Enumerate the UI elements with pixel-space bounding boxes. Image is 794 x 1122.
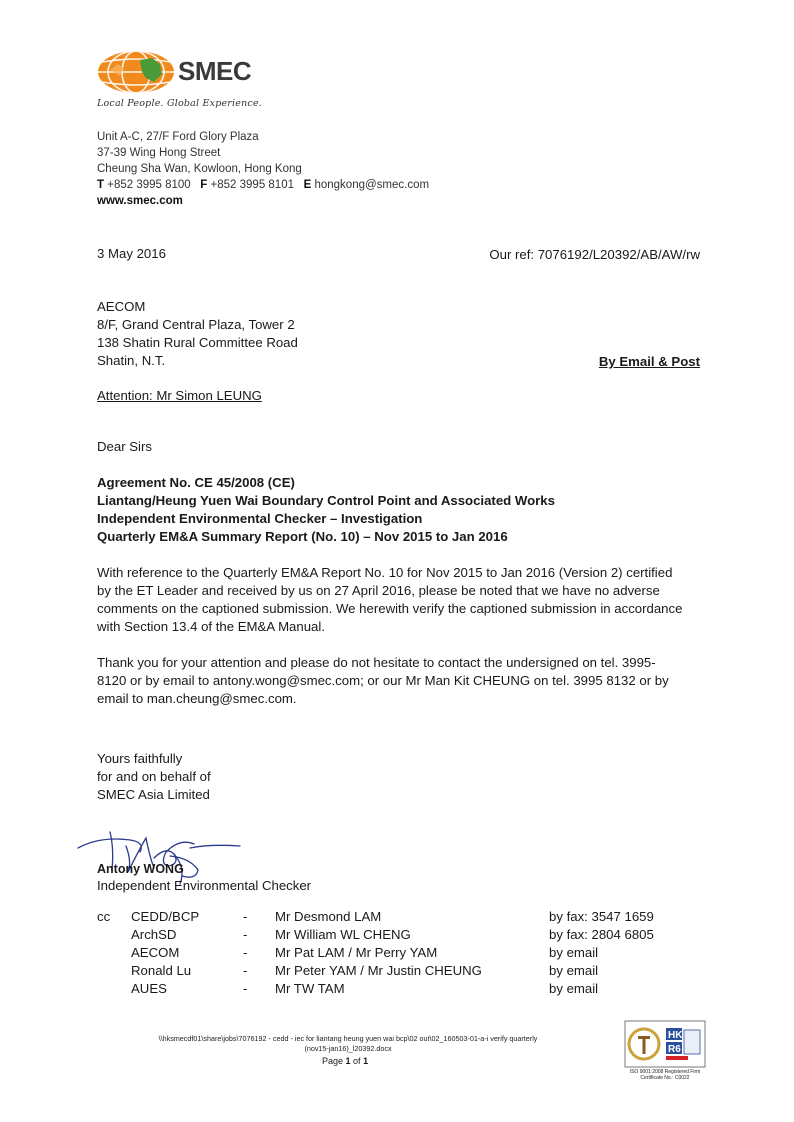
phone-label: T (97, 179, 105, 191)
subject-block (97, 474, 555, 546)
cc-delivery: by fax: 3547 1659 (549, 909, 654, 924)
certification-mark (624, 1020, 706, 1080)
email-label: E (303, 179, 312, 191)
recipient-line: Shatin, N.T. (97, 353, 166, 368)
cc-delivery: by email (549, 945, 599, 960)
page-prefix: Page (322, 1056, 346, 1066)
company-name: SMEC (178, 56, 252, 86)
address-line: Cheung Sha Wan, Kowloon, Hong Kong (97, 163, 302, 175)
page-current: 1 (345, 1056, 351, 1066)
phone-value: +852 3995 8100 (107, 179, 191, 191)
company-logo (96, 48, 266, 98)
cc-person: Mr Peter YAM / Mr Justin CHEUNG (275, 963, 482, 978)
page-total: 1 (363, 1056, 369, 1066)
cc-organization: Ronald Lu (131, 963, 192, 978)
page-number (322, 1056, 368, 1066)
body-paragraph-2 (97, 654, 669, 708)
recipient-line: 138 Shatin Rural Committee Road (97, 335, 298, 350)
paragraph-line: by the ET Leader and received by us on 27 April 2016, please be noted that we have no adverse (97, 583, 660, 598)
closing-block (97, 750, 211, 804)
page-of: of (350, 1056, 364, 1066)
cc-organization: ArchSD (131, 927, 177, 942)
fax-label: F (200, 179, 208, 191)
recipient-address (97, 298, 298, 370)
cc-delivery: by email (549, 963, 599, 978)
certification-caption (624, 1069, 706, 1081)
cc-person: Mr William WL CHENG (275, 927, 411, 942)
subject-line: Agreement No. CE 45/2008 (CE) (97, 475, 295, 490)
svg-text:R6: R6 (668, 1044, 681, 1055)
cc-separator: - (243, 927, 248, 942)
globe-icon (96, 48, 178, 96)
cc-delivery: by email (549, 981, 599, 996)
website-link[interactable]: www.smec.com (97, 195, 183, 207)
signer-title: Independent Environmental Checker (97, 878, 312, 893)
paragraph-line: 8120 or by email to antony.wong@smec.com; or our Mr Man Kit CHEUNG on tel. 3995 8132 or by (97, 673, 669, 688)
hkqaa-certification-icon (624, 1020, 706, 1068)
body-paragraph-1 (97, 564, 682, 636)
cc-person: Mr TW TAM (275, 981, 345, 996)
cc-person: Mr Desmond LAM (275, 909, 382, 924)
cc-list (0, 908, 794, 1000)
cc-organization: CEDD/BCP (131, 909, 200, 924)
cc-organization: AECOM (131, 945, 180, 960)
subject-line: Quarterly EM&A Summary Report (No. 10) – Nov 2015 to Jan 2016 (97, 529, 508, 544)
file-path-line: (nov15-jan16)_l20392.docx (304, 1044, 392, 1053)
email-value[interactable]: hongkong@smec.com (314, 179, 430, 191)
recipient-line: 8/F, Grand Central Plaza, Tower 2 (97, 317, 295, 332)
cc-person: Mr Pat LAM / Mr Perry YAM (275, 945, 438, 960)
closing-line: SMEC Asia Limited (97, 787, 210, 802)
cc-separator: - (243, 909, 248, 924)
paragraph-line: email to man.cheung@smec.com. (97, 691, 297, 706)
company-tagline: Local People. Global Experience. (97, 98, 262, 109)
cc-separator: - (243, 945, 248, 960)
cc-delivery: by fax: 2804 6805 (549, 927, 654, 942)
signer-name: Antony WONG (97, 862, 184, 876)
paragraph-line: Thank you for your attention and please do not hesitate to contact the undersigned on tel. 3995- (97, 655, 656, 670)
closing-line: Yours faithfully (97, 751, 183, 766)
contact-line (97, 177, 429, 193)
paragraph-line: with Section 13.4 of the EM&A Manual. (97, 619, 325, 634)
cc-organization: AUES (131, 981, 167, 996)
file-path (128, 1034, 568, 1054)
certification-caption-line: ISO 9001:2008 Registered Firm (629, 1069, 701, 1075)
closing-line: for and on behalf of (97, 769, 211, 784)
paragraph-line: With reference to the Quarterly EM&A Report No. 10 for Nov 2015 to Jan 2016 (Version 2) certified (97, 565, 673, 580)
paragraph-line: comments on the captioned submission. We herewith verify the captioned submission in accordance (97, 601, 683, 616)
address-line: Unit A-C, 27/F Ford Glory Plaza (97, 131, 259, 143)
company-address (97, 129, 429, 209)
address-line: 37-39 Wing Hong Street (97, 147, 221, 159)
letter-date: 3 May 2016 (97, 246, 166, 261)
salutation: Dear Sirs (97, 439, 152, 454)
svg-text:HK: HK (668, 1030, 683, 1041)
delivery-method: By Email & Post (598, 354, 700, 369)
subject-line: Independent Environmental Checker – Investigation (97, 511, 423, 526)
certification-caption-line: Certificate No.: C0022 (640, 1075, 690, 1081)
subject-line: Liantang/Heung Yuen Wai Boundary Control Point and Associated Works (97, 493, 555, 508)
our-reference: Our ref: 7076192/L20392/AB/AW/rw (489, 247, 700, 262)
file-path-line: \\hksmecdf01\share\jobs\7076192 - cedd - iec for liantang heung yuen wai bcp\02 out\02_160503-01-a-i verify quarterly (158, 1034, 538, 1043)
fax-value: +852 3995 8101 (210, 179, 294, 191)
attention-line: Attention: Mr Simon LEUNG (97, 388, 262, 403)
cc-separator: - (243, 963, 248, 978)
cc-separator: - (243, 981, 248, 996)
recipient-line: AECOM (97, 299, 146, 314)
cc-label: cc (97, 909, 111, 924)
